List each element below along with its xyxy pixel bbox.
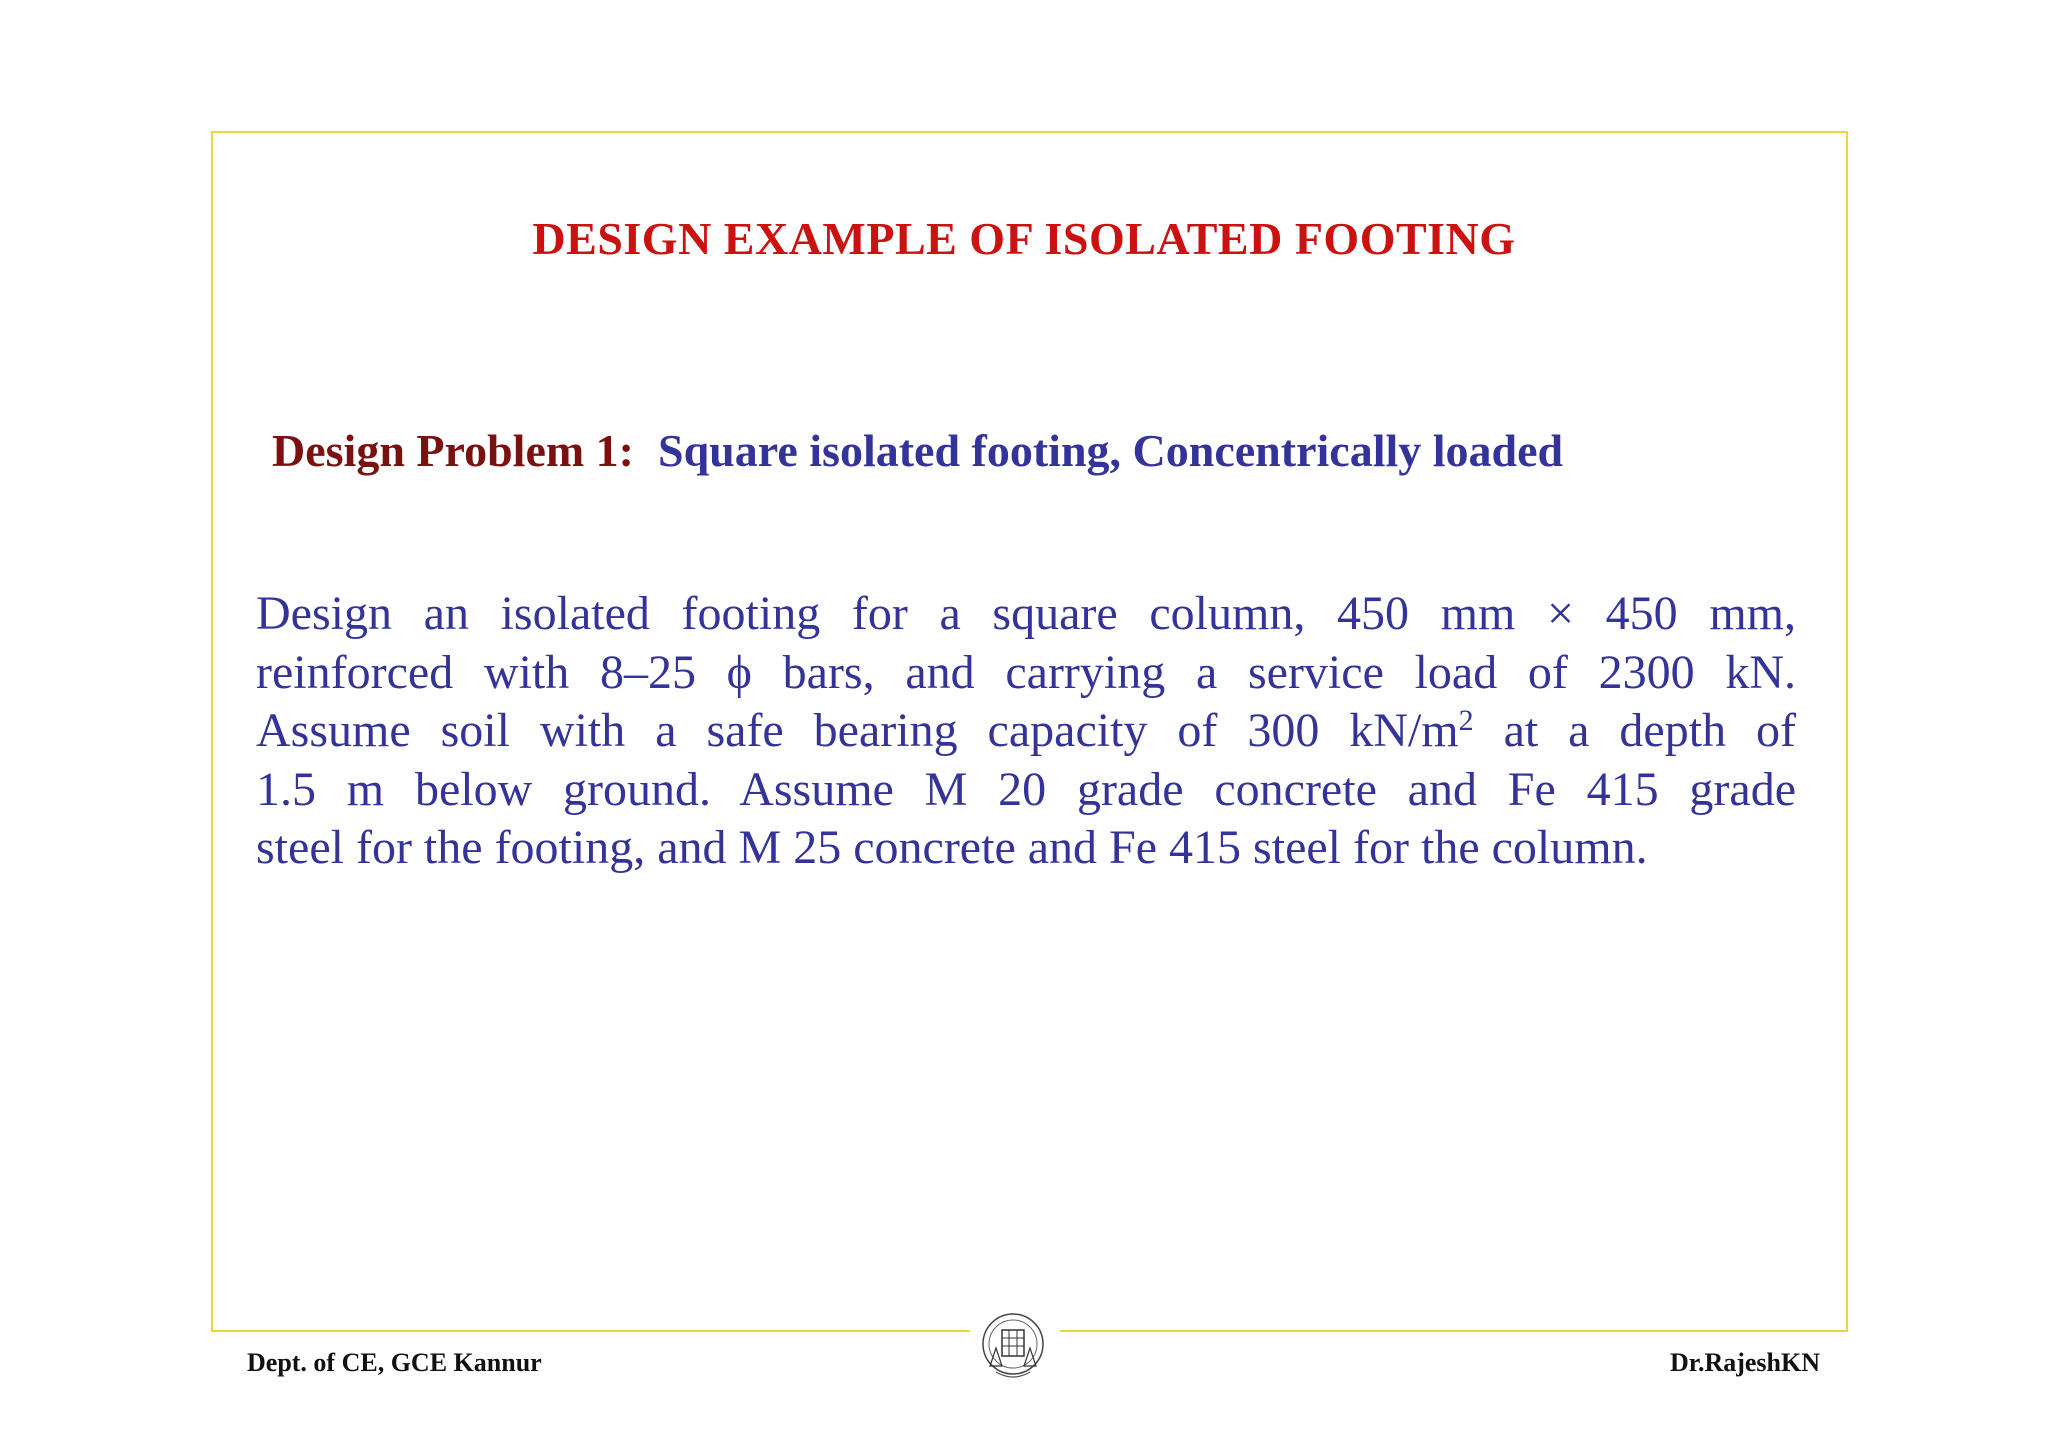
problem-heading [272, 424, 1563, 477]
slide-title: DESIGN EXAMPLE OF ISOLATED FOOTING [532, 213, 1516, 264]
problem-line-2: reinforced with 8–25 ϕ bars, and carrying a service load of 2300 kN. [256, 645, 1796, 699]
college-emblem-icon [978, 1308, 1048, 1384]
problem-line-3-end: at a depth of [1503, 704, 1796, 757]
footer-author: Dr.RajeshKN [1670, 1348, 1820, 1377]
problem-line-3 [256, 702, 1796, 761]
problem-line-5: steel for the footing, and M 25 concrete and Fe 415 steel for the column. [256, 821, 1648, 874]
problem-line-4: 1.5 m below ground. Assume M 20 grade concrete and Fe 415 grade [256, 762, 1796, 816]
problem-label: Design Problem 1: [272, 425, 635, 476]
problem-statement [256, 585, 1796, 878]
problem-description: Square isolated footing, Concentrically loaded [658, 425, 1564, 476]
problem-line-1: Design an isolated footing for a square column, 450 mm × 450 mm, [256, 587, 1796, 640]
problem-line-3-start: Assume soil with a safe bearing capacity of 300 kN/m [256, 704, 1459, 757]
footer-department: Dept. of CE, GCE Kannur [247, 1348, 542, 1377]
superscript-two: 2 [1458, 704, 1474, 737]
